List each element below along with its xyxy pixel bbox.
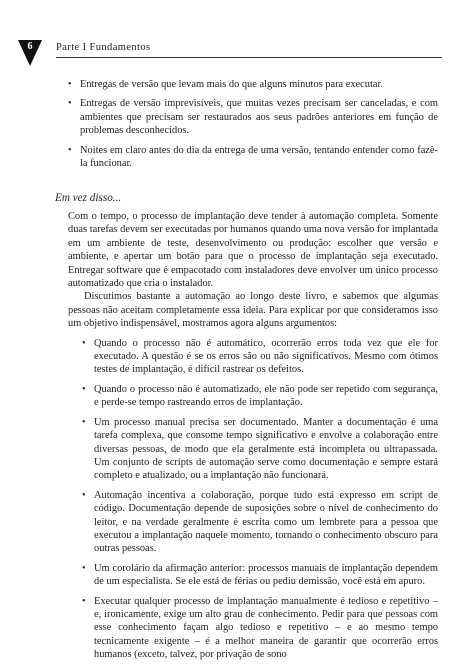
bullet-icon: • (82, 383, 86, 395)
page-number: 6 (27, 41, 33, 52)
bullet-icon: • (82, 337, 86, 349)
bullet-icon: • (82, 489, 86, 501)
bullet-icon: • (68, 98, 72, 110)
bullet-icon: • (82, 562, 86, 574)
list-item: • Noites em claro antes do dia da entrega de uma versão, tentando entender como fazê-la funcionar. (68, 144, 438, 170)
page-header (0, 0, 463, 70)
list-item: • Quando o processo não é automatizado, ele não pode ser repetido com segurança, e perde-se tempo rastreando erros de implantação. (82, 383, 438, 409)
list-item: • Um corolário da afirmação anterior: processos manuais de implantação dependem de um especialista. Se ele está de férias ou pediu demissão, você está em apuro. (82, 562, 438, 588)
list-item: • Executar qualquer processo de implantação manualmente é tedioso e repetitivo – e, ironicamente, exige um alto grau de conhecimento. Pedir para que pessoas com esse conhecimento façam algo tedioso e repetitivo – e ao mesmo tempo tecnicamente exigente – é a melhor maneira de garantir que ocorrerão erros humanos (exceto, talvez, por privação de sono (82, 595, 438, 661)
running-head: Parte I Fundamentos (56, 42, 151, 53)
section-title: Em vez disso... (55, 192, 122, 204)
bullet-icon: • (68, 79, 72, 90)
list-item: • Entregas de versão que levam mais do que alguns minutos para executar. (68, 79, 383, 90)
bullet-icon: • (82, 595, 86, 607)
bullet-icon: • (68, 144, 72, 156)
argument-bullet-list (68, 337, 438, 662)
list-item: • Quando o processo não é automático, ocorrerão erros toda vez que ele for executado. A questão é se os erros são ou não significativos. Mesmo com ótimos testes de implantação, é difícil rastrear os defeitos. (82, 337, 438, 376)
list-item: • Um processo manual precisa ser documentado. Manter a documentação é uma tarefa complexa, que consome tempo significativo e envolve a colaboração entre diversas pessoas, de modo que ela geralmente está incompleta ou ultrapassada. Um conjunto de scripts de automação serve como documentação e sempre estará completo e atualizado, ou a implantação não funcionará. (82, 416, 438, 482)
header-rule (56, 57, 442, 58)
top-bullet-list (68, 78, 438, 176)
list-item: • Automação incentiva a colaboração, porque tudo está expresso em script de código. Documentação depende de suposições sobre o nível de conhecimento do leitor, e na verdade geralmente é escrita como um lembrete para a pessoa que executou a implantação naquele momento, tornando o conhecimento obscuro para outras pessoas. (82, 489, 438, 555)
paragraph: Discutimos bastante a automação ao longo deste livro, e sabemos que algumas pessoas não aceitam completamente essa ideia. Para explicar por que consideramos isso um objetivo indispensável, mostramos agora alguns argumentos: (68, 291, 438, 330)
paragraph: Com o tempo, o processo de implantação deve tender à automação completa. Somente duas tarefas devem ser executadas por humanos quando uma nova versão for implantada em um ambiente de teste, desenvolvimento ou produção: escolher que versão e ambiente, e apertar um botão para que o processo de implantação seja executado. Entregar software que é empacotado com instaladores deve envolver um único processo automatizado que cria o instalador. (68, 211, 438, 290)
section-body (68, 210, 438, 668)
list-item: • Entregas de versão imprevisíveis, que muitas vezes precisam ser canceladas, e com ambientes que precisam ser restaurados aos seus padrões anteriores em função de problemas desconhecidos. (68, 98, 438, 137)
bullet-icon: • (82, 416, 86, 428)
